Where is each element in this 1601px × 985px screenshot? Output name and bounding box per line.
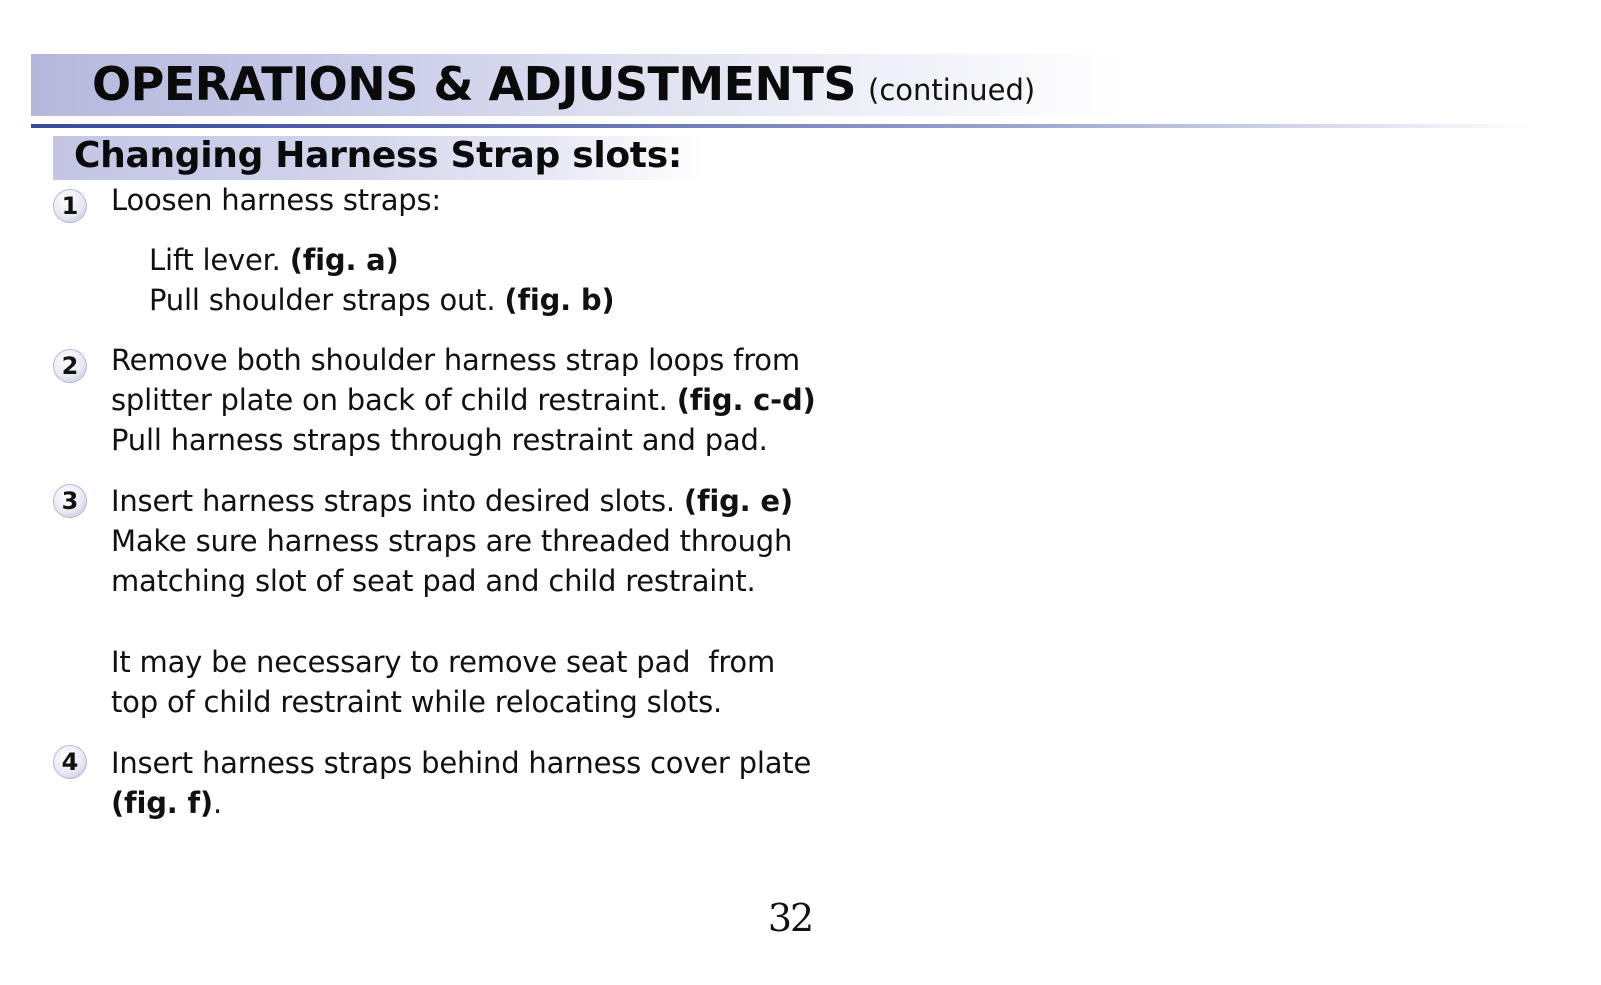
step-2-line-3: Pull harness straps through restraint and pad.	[111, 423, 768, 457]
heading-title: OPERATIONS & ADJUSTMENTS	[92, 57, 857, 111]
step-3-note-line-2: top of child restraint while relocating slots.	[111, 685, 723, 719]
step-3-number-badge: 3	[54, 485, 86, 517]
step-3-note-line-1: It may be necessary to remove seat pad from	[111, 645, 776, 679]
step-2-line-1: Remove both shoulder harness strap loops from	[111, 343, 800, 377]
step-3-line-3: matching slot of seat pad and child restraint.	[111, 564, 756, 598]
fig-b-ref: (fig. b)	[504, 283, 615, 317]
step-1-line-1: Loosen harness straps:	[111, 183, 441, 217]
section-title: Changing Harness Strap slots:	[74, 135, 682, 176]
heading-subtitle: (continued)	[868, 73, 1036, 107]
fig-f-ref: (fig. f)	[111, 786, 213, 820]
fig-cd-ref: (fig. c-d)	[676, 383, 816, 417]
step-1-subline-2: Pull shoulder straps out. (fig. b)	[149, 283, 615, 317]
step-3-line-2: Make sure harness straps are threaded through	[111, 524, 793, 558]
page-number: 32	[767, 896, 813, 940]
fig-e-ref: (fig. e)	[683, 484, 793, 518]
step-3-line-1: Insert harness straps into desired slots. (fig. e)	[111, 484, 793, 518]
step-4-number-badge: 4	[54, 746, 86, 778]
heading-divider	[31, 124, 1531, 128]
step-4-line-1: Insert harness straps behind harness cover plate	[111, 746, 812, 780]
step-1-subline-1: Lift lever. (fig. a)	[149, 243, 399, 277]
step-2-number-badge: 2	[54, 350, 86, 382]
step-2-line-2: splitter plate on back of child restraint. (fig. c-d)	[111, 383, 816, 417]
page-heading	[92, 57, 1035, 113]
fig-a-ref: (fig. a)	[289, 243, 399, 277]
step-1-number-badge: 1	[54, 190, 86, 222]
step-4-line-2: (fig. f).	[111, 786, 222, 820]
